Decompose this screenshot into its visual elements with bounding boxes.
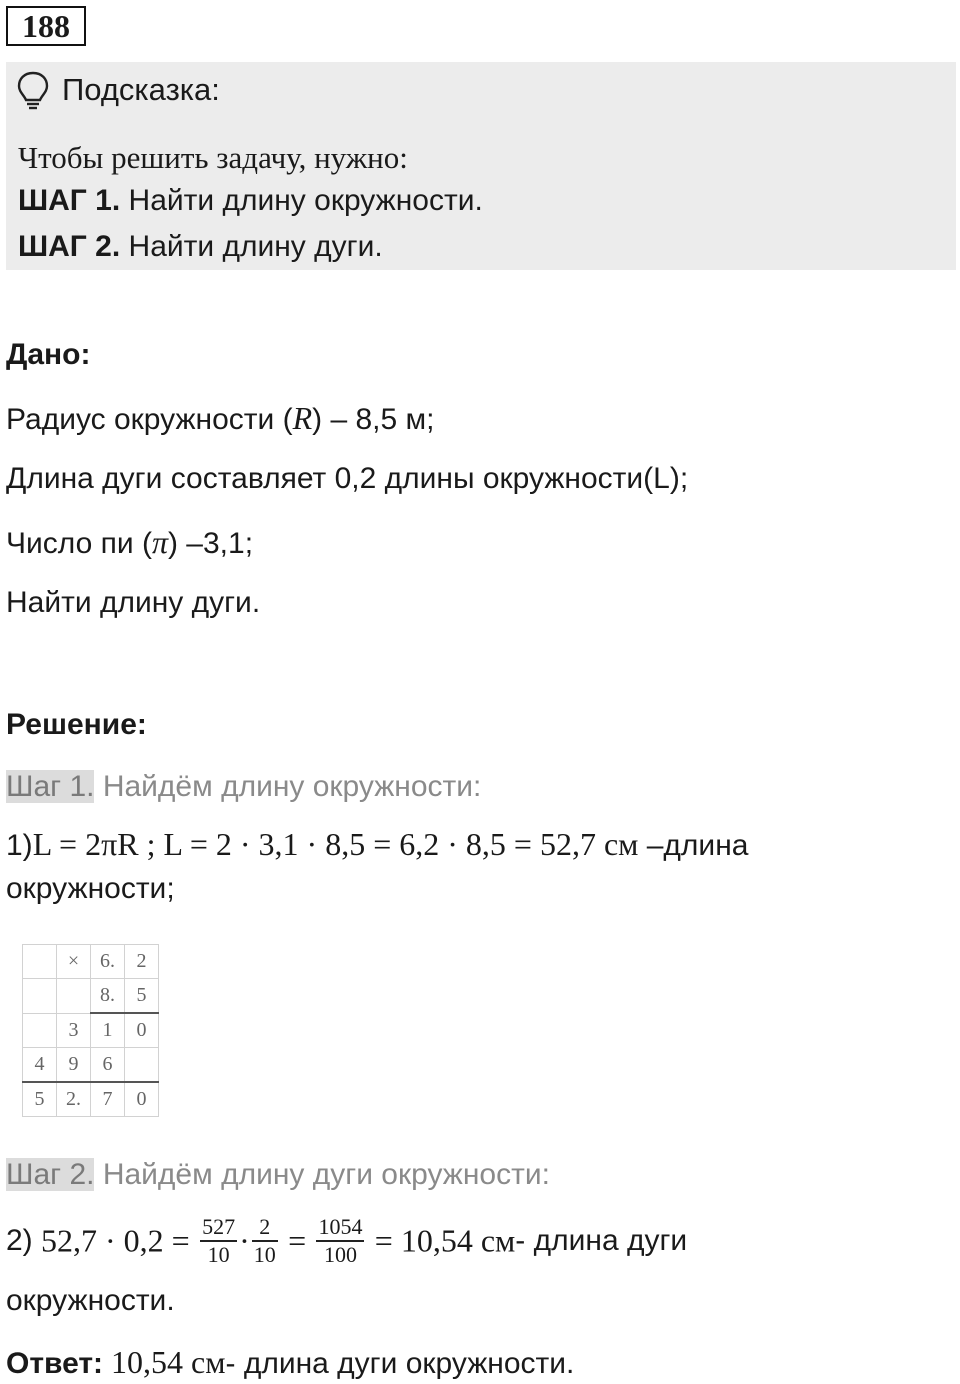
cell: 4 (23, 1048, 57, 1083)
denominator: 100 (323, 1242, 357, 1267)
given-find: Найти длину дуги. (6, 586, 261, 619)
var-pi: π (151, 524, 168, 560)
cell: 6 (91, 1048, 125, 1083)
cell: 3 (57, 1013, 91, 1048)
solution-title: Решение: (6, 708, 147, 741)
numerator: 1054 (316, 1214, 364, 1242)
given-radius-post: ) – 8,5 м; (312, 403, 435, 436)
step-2-suffix: - длина дуги (515, 1224, 688, 1257)
numerator: 2 (252, 1214, 278, 1242)
step-1-prefix: 1) (6, 829, 33, 862)
fraction (316, 1214, 364, 1268)
step-1-formula: L = 2πR ; L = 2 · 3,1 · 8,5 = 6,2 · 8,5 = 52,7 см (32, 826, 639, 862)
step-2-result: = 10,54 см (374, 1222, 516, 1259)
cell: 7 (91, 1082, 125, 1117)
cell: 2. (57, 1082, 91, 1117)
step-1-text: Найдём длину окружности: (94, 770, 482, 803)
answer-label: Ответ: (6, 1347, 104, 1380)
table-row (23, 1013, 159, 1048)
cell: 1 (91, 1013, 125, 1048)
var-r: R (292, 400, 313, 436)
step-1-tag: Шаг 1. (6, 770, 95, 803)
answer-text: - длина дуги окружности. (225, 1347, 575, 1380)
step-1-suffix-2: окружности; (6, 872, 175, 905)
step-1-formula-line (6, 826, 748, 863)
given-pi-post: ) –3,1; (167, 527, 254, 560)
fraction (252, 1214, 278, 1268)
answer-value: 10,54 см (103, 1344, 226, 1380)
table-row (23, 979, 159, 1014)
task-number: 188 (6, 6, 86, 46)
multiplication-table (22, 944, 159, 1117)
given-radius-pre: Радиус окружности ( (6, 403, 293, 436)
cell: × (57, 945, 91, 979)
hint-step-2 (18, 230, 383, 264)
cell: 8. (91, 979, 125, 1014)
cell: 5 (125, 979, 159, 1014)
numerator: 527 (200, 1214, 237, 1242)
hint-title: Подсказка: (62, 72, 220, 107)
given-pi-pre: Число пи ( (6, 527, 152, 560)
given-radius (6, 400, 435, 437)
step-2-tag: Шаг 2. (6, 1158, 95, 1191)
cell (23, 1013, 57, 1048)
step-2-suffix-2: окружности. (6, 1284, 175, 1317)
step-1-suffix: –длина (638, 829, 749, 862)
step-2-heading (6, 1158, 550, 1192)
denominator: 10 (207, 1242, 230, 1267)
hint-step-2-label: ШАГ 2. (18, 230, 121, 263)
cell (57, 979, 91, 1014)
cell (23, 979, 57, 1014)
given-pi (6, 524, 253, 561)
lightbulb-icon (16, 70, 50, 110)
hint-step-1-label: ШАГ 1. (18, 184, 121, 217)
hint-intro: Чтобы решить задачу, нужно: (18, 140, 408, 175)
hint-step-2-text: Найти длину дуги. (120, 230, 383, 263)
hint-step-1-text: Найти длину окружности. (120, 184, 483, 217)
step-2-prefix: 2) (6, 1224, 42, 1257)
equals: = (288, 1222, 307, 1259)
table-row (23, 1048, 159, 1083)
denominator: 10 (253, 1242, 276, 1267)
cell (23, 945, 57, 979)
table-row (23, 1082, 159, 1117)
fraction (200, 1214, 237, 1268)
hint-step-1 (18, 184, 483, 218)
cell: 0 (125, 1013, 159, 1048)
given-title: Дано: (6, 338, 91, 371)
step-2-formula-line (6, 1214, 687, 1268)
step-2-part1: 52,7 · 0,2 = (41, 1222, 190, 1259)
cell: 6. (91, 945, 125, 979)
cell: 0 (125, 1082, 159, 1117)
given-arc: Длина дуги составляет 0,2 длины окружности(L); (6, 462, 689, 495)
table-row (23, 945, 159, 979)
cell: 5 (23, 1082, 57, 1117)
answer-line (6, 1344, 574, 1381)
step-1-heading (6, 770, 481, 804)
step-2-text: Найдём длину дуги окружности: (94, 1158, 550, 1191)
cell: 2 (125, 945, 159, 979)
dot-operator: · (239, 1222, 250, 1259)
cell: 9 (57, 1048, 91, 1083)
cell (125, 1048, 159, 1083)
